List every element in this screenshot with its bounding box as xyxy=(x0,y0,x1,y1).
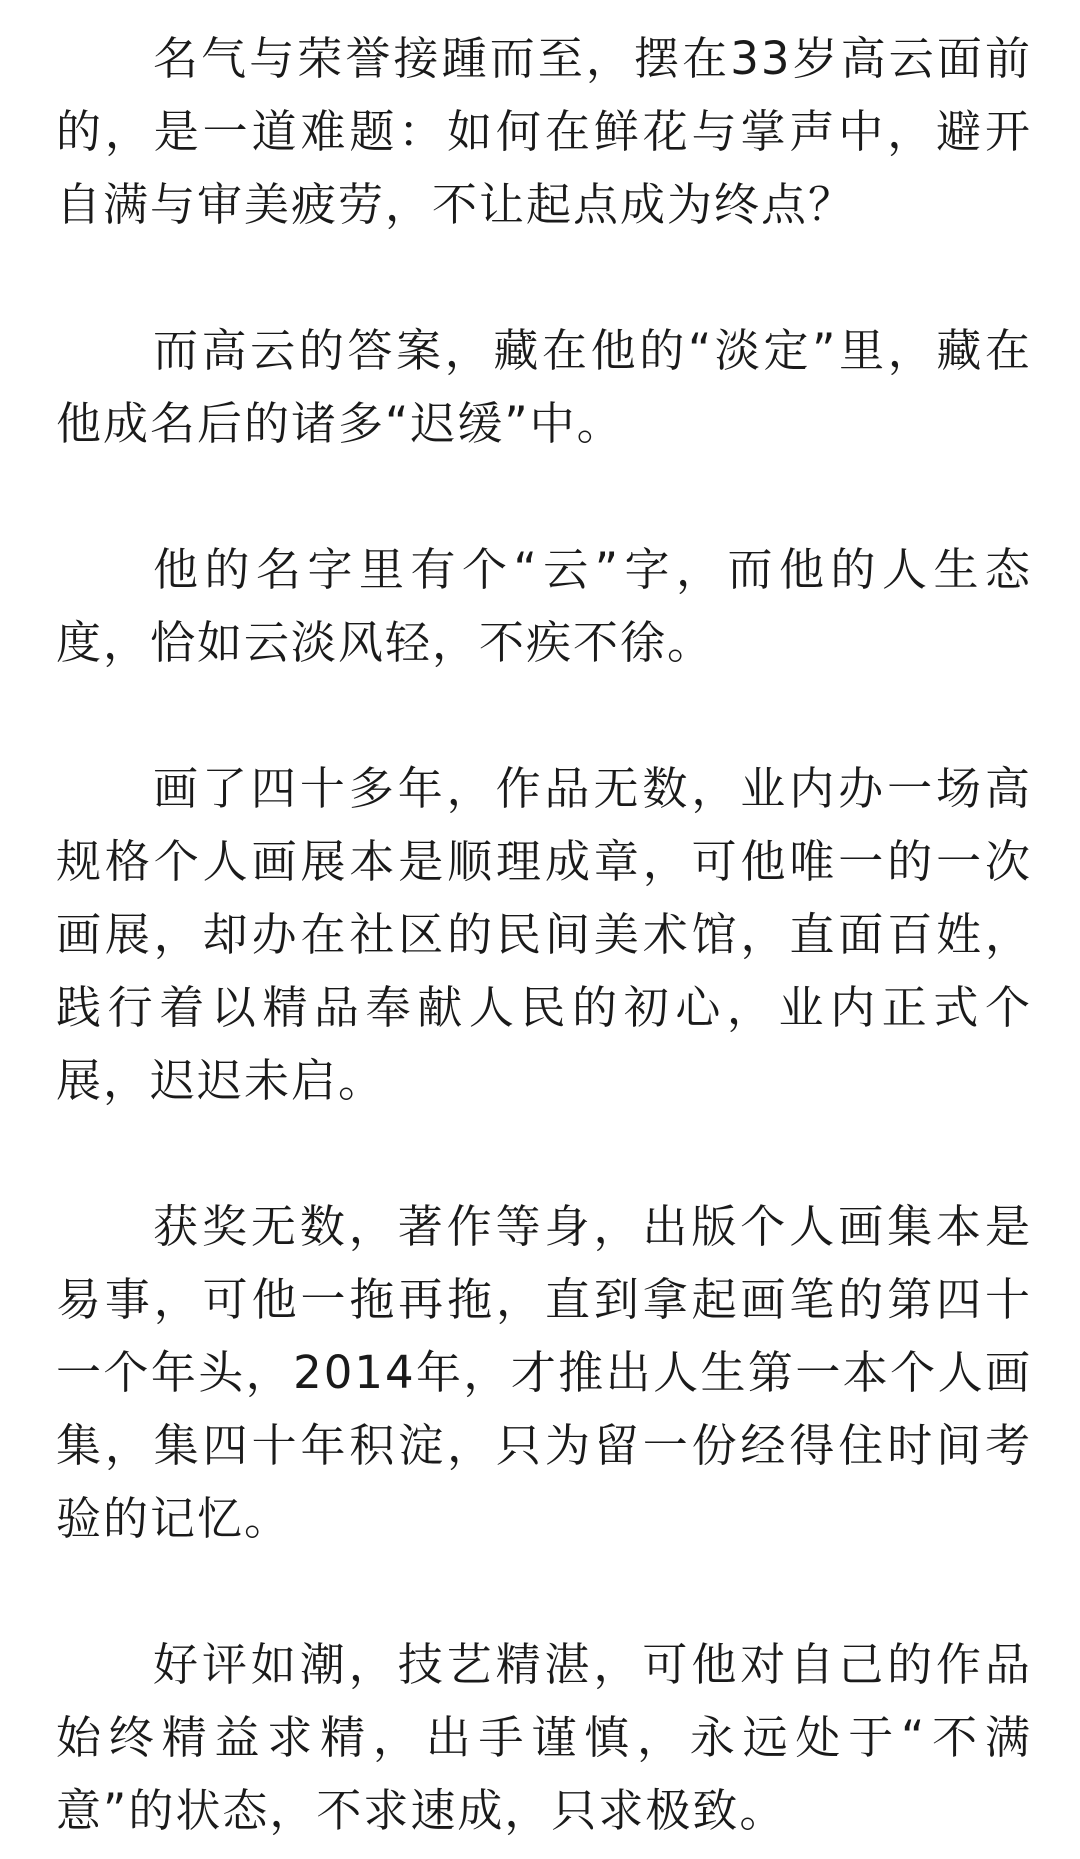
paragraph-perfectionism: 好评如潮，技艺精湛，可他对自己的作品始终精益求精，出手谨慎，永远处于“不满意”的状态，不求速成，只求极致。 xyxy=(56,1638,1032,1837)
paragraph-cloud-name: 他的名字里有个“云”字，而他的人生态度，恰如云淡风轻，不疾不徐。 xyxy=(56,543,1032,669)
paragraph-exhibition: 画了四十多年，作品无数，业内办一场高规格个人画展本是顺理成章，可他唯一的一次画展，却办在社区的民间美术馆，直面百姓，践行着以精品奉献人民的初心，业内正式个展，迟迟未启。 xyxy=(56,762,1032,1107)
paragraph-answer-calm: 而高云的答案，藏在他的“淡定”里，藏在他成名后的诸多“迟缓”中。 xyxy=(56,324,1032,450)
article-body xyxy=(56,22,1032,1847)
paragraph-painting-collection: 获奖无数，著作等身，出版个人画集本是易事，可他一拖再拖，直到拿起画笔的第四十一个年头，2014年，才推出人生第一本个人画集，集四十年积淀，只为留一份经得住时间考验的记忆。 xyxy=(56,1200,1032,1545)
paragraph-fame-challenge: 名气与荣誉接踵而至，摆在33岁高云面前的，是一道难题：如何在鲜花与掌声中，避开自满与审美疲劳，不让起点成为终点？ xyxy=(56,32,1032,231)
